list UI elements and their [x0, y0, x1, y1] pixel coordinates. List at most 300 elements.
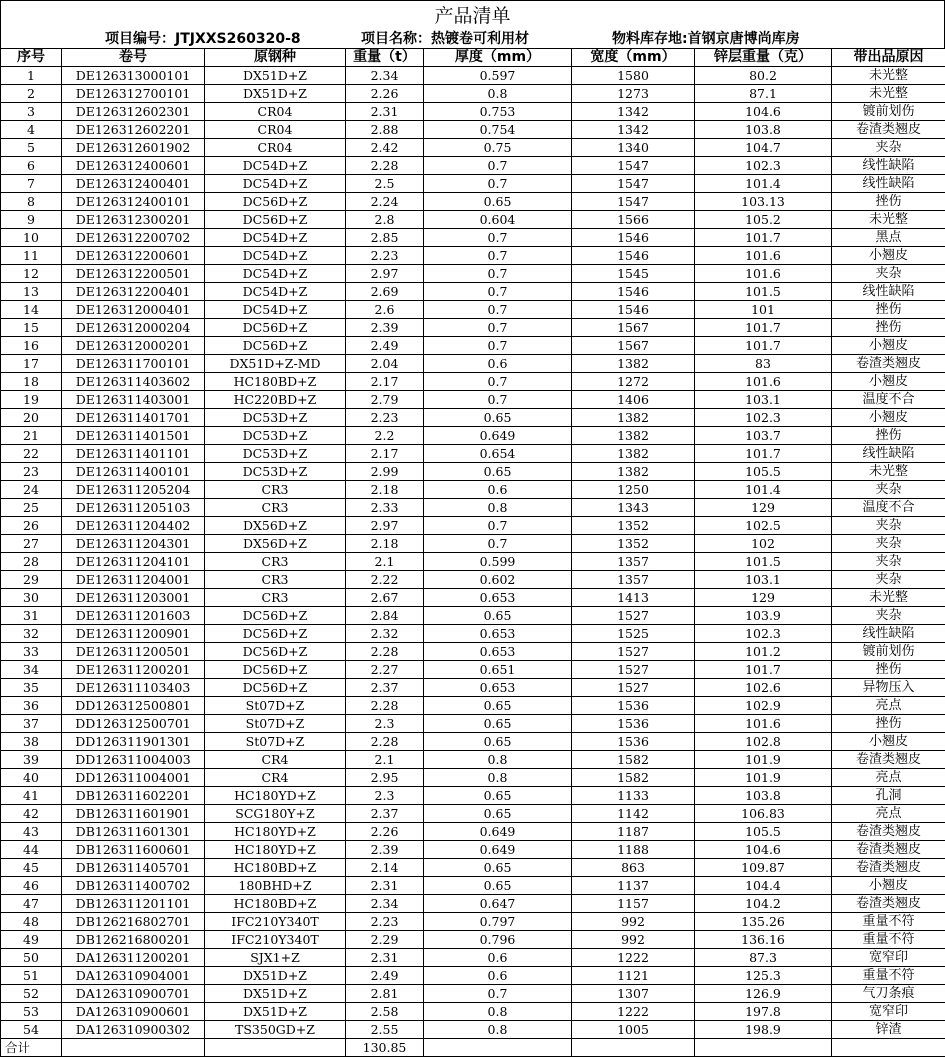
cell-steel-grade[interactable]: DC56D+Z — [205, 661, 346, 679]
cell-width[interactable]: 1342 — [572, 121, 695, 139]
cell-coil-no[interactable]: DE126312300201 — [62, 211, 205, 229]
cell-weight[interactable]: 2.58 — [346, 1003, 424, 1021]
cell-reason[interactable]: 挫伤 — [832, 715, 945, 733]
cell-width[interactable]: 992 — [572, 931, 695, 949]
cell-weight[interactable]: 2.22 — [346, 571, 424, 589]
cell-zinc-weight[interactable]: 101.9 — [695, 769, 832, 787]
cell-steel-grade[interactable]: DC54D+Z — [205, 175, 346, 193]
cell-coil-no[interactable]: DD126311901301 — [62, 733, 205, 751]
cell-steel-grade[interactable]: DC56D+Z — [205, 625, 346, 643]
cell-thickness[interactable]: 0.604 — [424, 211, 572, 229]
cell-steel-grade[interactable]: CR4 — [205, 769, 346, 787]
cell-zinc-weight[interactable]: 83 — [695, 355, 832, 373]
cell-width[interactable]: 1547 — [572, 157, 695, 175]
cell-width[interactable]: 1187 — [572, 823, 695, 841]
cell-weight[interactable]: 2.28 — [346, 697, 424, 715]
cell-reason[interactable]: 夹杂 — [832, 139, 945, 157]
cell-coil-no[interactable]: DA126311200201 — [62, 949, 205, 967]
cell-zinc-weight[interactable]: 87.3 — [695, 949, 832, 967]
cell-reason[interactable]: 孔洞 — [832, 787, 945, 805]
cell-reason[interactable]: 镀前划伤 — [832, 643, 945, 661]
cell-reason[interactable]: 温度不合 — [832, 499, 945, 517]
cell-weight[interactable]: 2.88 — [346, 121, 424, 139]
cell-index[interactable]: 15 — [1, 319, 62, 337]
cell-thickness[interactable]: 0.65 — [424, 409, 572, 427]
cell-steel-grade[interactable]: CR3 — [205, 553, 346, 571]
cell-width[interactable]: 1413 — [572, 589, 695, 607]
cell-width[interactable]: 1352 — [572, 517, 695, 535]
cell-reason[interactable]: 卷渣类翘皮 — [832, 355, 945, 373]
cell-coil-no[interactable]: DE126311403001 — [62, 391, 205, 409]
cell-steel-grade[interactable]: DC53D+Z — [205, 409, 346, 427]
cell-width[interactable]: 1547 — [572, 175, 695, 193]
cell-thickness[interactable]: 0.7 — [424, 337, 572, 355]
cell-thickness[interactable]: 0.796 — [424, 931, 572, 949]
cell-width[interactable]: 1357 — [572, 553, 695, 571]
storage-location[interactable]: 物料库存地:首钢京唐博尚库房 — [612, 30, 800, 48]
cell-thickness[interactable]: 0.6 — [424, 355, 572, 373]
cell-index[interactable]: 1 — [1, 67, 62, 85]
cell-index[interactable]: 36 — [1, 697, 62, 715]
cell-weight[interactable]: 2.67 — [346, 589, 424, 607]
cell-weight[interactable]: 2.24 — [346, 193, 424, 211]
cell-weight[interactable]: 2.97 — [346, 265, 424, 283]
cell-steel-grade[interactable]: HC180YD+Z — [205, 823, 346, 841]
cell-thickness[interactable]: 0.7 — [424, 985, 572, 1003]
cell-width[interactable]: 1342 — [572, 103, 695, 121]
cell-index[interactable]: 37 — [1, 715, 62, 733]
cell-thickness[interactable]: 0.7 — [424, 157, 572, 175]
cell-width[interactable]: 1547 — [572, 193, 695, 211]
cell-zinc-weight[interactable]: 101.6 — [695, 715, 832, 733]
cell-steel-grade[interactable]: DC53D+Z — [205, 463, 346, 481]
cell-index[interactable]: 25 — [1, 499, 62, 517]
cell-weight[interactable]: 2.42 — [346, 139, 424, 157]
cell-weight[interactable]: 2.17 — [346, 445, 424, 463]
cell-coil-no[interactable]: DE126311204001 — [62, 571, 205, 589]
cell-weight[interactable]: 2.28 — [346, 643, 424, 661]
cell-weight[interactable]: 2.49 — [346, 337, 424, 355]
cell-reason[interactable]: 挫伤 — [832, 661, 945, 679]
cell-width[interactable]: 1525 — [572, 625, 695, 643]
cell-width[interactable]: 1546 — [572, 229, 695, 247]
cell-coil-no[interactable]: DB126311602201 — [62, 787, 205, 805]
total-empty-cell[interactable] — [695, 1039, 832, 1057]
cell-thickness[interactable]: 0.797 — [424, 913, 572, 931]
cell-index[interactable]: 31 — [1, 607, 62, 625]
cell-index[interactable]: 35 — [1, 679, 62, 697]
cell-zinc-weight[interactable]: 109.87 — [695, 859, 832, 877]
cell-coil-no[interactable]: DB126311601301 — [62, 823, 205, 841]
cell-zinc-weight[interactable]: 101.2 — [695, 643, 832, 661]
cell-weight[interactable]: 2.5 — [346, 175, 424, 193]
cell-weight[interactable]: 2.69 — [346, 283, 424, 301]
cell-weight[interactable]: 2.17 — [346, 373, 424, 391]
cell-index[interactable]: 22 — [1, 445, 62, 463]
cell-weight[interactable]: 2.55 — [346, 1021, 424, 1039]
cell-index[interactable]: 14 — [1, 301, 62, 319]
cell-thickness[interactable]: 0.8 — [424, 499, 572, 517]
cell-thickness[interactable]: 0.653 — [424, 589, 572, 607]
cell-reason[interactable]: 线性缺陷 — [832, 157, 945, 175]
cell-coil-no[interactable]: DE126311203001 — [62, 589, 205, 607]
cell-steel-grade[interactable]: TS350GD+Z — [205, 1021, 346, 1039]
cell-reason[interactable]: 小翘皮 — [832, 373, 945, 391]
cell-index[interactable]: 38 — [1, 733, 62, 751]
cell-thickness[interactable]: 0.65 — [424, 607, 572, 625]
cell-width[interactable]: 1352 — [572, 535, 695, 553]
cell-reason[interactable]: 亮点 — [832, 805, 945, 823]
cell-zinc-weight[interactable]: 125.3 — [695, 967, 832, 985]
cell-zinc-weight[interactable]: 102.9 — [695, 697, 832, 715]
cell-reason[interactable]: 小翘皮 — [832, 733, 945, 751]
cell-steel-grade[interactable]: CR3 — [205, 571, 346, 589]
cell-thickness[interactable]: 0.602 — [424, 571, 572, 589]
cell-zinc-weight[interactable]: 102.6 — [695, 679, 832, 697]
cell-thickness[interactable]: 0.8 — [424, 85, 572, 103]
cell-width[interactable]: 1137 — [572, 877, 695, 895]
cell-index[interactable]: 4 — [1, 121, 62, 139]
cell-width[interactable]: 1250 — [572, 481, 695, 499]
cell-coil-no[interactable]: DE126312000201 — [62, 337, 205, 355]
cell-reason[interactable]: 线性缺陷 — [832, 625, 945, 643]
cell-zinc-weight[interactable]: 101.9 — [695, 751, 832, 769]
cell-index[interactable]: 44 — [1, 841, 62, 859]
cell-zinc-weight[interactable]: 102.3 — [695, 409, 832, 427]
cell-coil-no[interactable]: DE126311200501 — [62, 643, 205, 661]
cell-thickness[interactable]: 0.7 — [424, 517, 572, 535]
cell-steel-grade[interactable]: DC56D+Z — [205, 319, 346, 337]
cell-steel-grade[interactable]: 180BHD+Z — [205, 877, 346, 895]
total-empty-cell[interactable] — [424, 1039, 572, 1057]
cell-index[interactable]: 13 — [1, 283, 62, 301]
cell-zinc-weight[interactable]: 101.5 — [695, 283, 832, 301]
cell-weight[interactable]: 2.26 — [346, 85, 424, 103]
cell-steel-grade[interactable]: DC56D+Z — [205, 211, 346, 229]
cell-weight[interactable]: 2.37 — [346, 805, 424, 823]
cell-zinc-weight[interactable]: 101.7 — [695, 661, 832, 679]
cell-thickness[interactable]: 0.6 — [424, 949, 572, 967]
cell-steel-grade[interactable]: IFC210Y340T — [205, 931, 346, 949]
cell-weight[interactable]: 2.3 — [346, 715, 424, 733]
cell-steel-grade[interactable]: HC180YD+Z — [205, 787, 346, 805]
cell-reason[interactable]: 未光整 — [832, 211, 945, 229]
cell-width[interactable]: 1580 — [572, 67, 695, 85]
cell-thickness[interactable]: 0.653 — [424, 679, 572, 697]
cell-reason[interactable]: 小翘皮 — [832, 409, 945, 427]
cell-coil-no[interactable]: DE126311401501 — [62, 427, 205, 445]
cell-coil-no[interactable]: DD126311004003 — [62, 751, 205, 769]
cell-index[interactable]: 46 — [1, 877, 62, 895]
cell-thickness[interactable]: 0.653 — [424, 625, 572, 643]
cell-weight[interactable]: 2.2 — [346, 427, 424, 445]
total-empty-cell[interactable] — [572, 1039, 695, 1057]
cell-coil-no[interactable]: DE126311200901 — [62, 625, 205, 643]
cell-index[interactable]: 16 — [1, 337, 62, 355]
cell-steel-grade[interactable]: DX51D+Z — [205, 67, 346, 85]
cell-thickness[interactable]: 0.7 — [424, 175, 572, 193]
cell-weight[interactable]: 2.39 — [346, 319, 424, 337]
cell-coil-no[interactable]: DE126312200401 — [62, 283, 205, 301]
cell-steel-grade[interactable]: DX51D+Z — [205, 985, 346, 1003]
cell-coil-no[interactable]: DE126312200601 — [62, 247, 205, 265]
cell-coil-no[interactable]: DE126312200501 — [62, 265, 205, 283]
cell-coil-no[interactable]: DE126311401701 — [62, 409, 205, 427]
cell-thickness[interactable]: 0.65 — [424, 697, 572, 715]
cell-coil-no[interactable]: DD126312500801 — [62, 697, 205, 715]
cell-index[interactable]: 54 — [1, 1021, 62, 1039]
cell-index[interactable]: 50 — [1, 949, 62, 967]
cell-zinc-weight[interactable]: 198.9 — [695, 1021, 832, 1039]
cell-thickness[interactable]: 0.75 — [424, 139, 572, 157]
cell-index[interactable]: 17 — [1, 355, 62, 373]
cell-zinc-weight[interactable]: 104.6 — [695, 841, 832, 859]
cell-thickness[interactable]: 0.8 — [424, 1003, 572, 1021]
header-cell-zinc-weight[interactable]: 锌层重量（克） — [695, 49, 832, 67]
cell-zinc-weight[interactable]: 104.2 — [695, 895, 832, 913]
cell-zinc-weight[interactable]: 101.4 — [695, 481, 832, 499]
cell-thickness[interactable]: 0.7 — [424, 265, 572, 283]
cell-thickness[interactable]: 0.8 — [424, 1021, 572, 1039]
cell-reason[interactable]: 未光整 — [832, 85, 945, 103]
cell-index[interactable]: 49 — [1, 931, 62, 949]
cell-thickness[interactable]: 0.649 — [424, 823, 572, 841]
cell-coil-no[interactable]: DE126312000401 — [62, 301, 205, 319]
cell-index[interactable]: 24 — [1, 481, 62, 499]
cell-width[interactable]: 1005 — [572, 1021, 695, 1039]
cell-weight[interactable]: 2.34 — [346, 895, 424, 913]
cell-coil-no[interactable]: DE126311103403 — [62, 679, 205, 697]
cell-zinc-weight[interactable]: 136.16 — [695, 931, 832, 949]
cell-index[interactable]: 3 — [1, 103, 62, 121]
cell-index[interactable]: 43 — [1, 823, 62, 841]
cell-reason[interactable]: 黑点 — [832, 229, 945, 247]
cell-steel-grade[interactable]: DX51D+Z — [205, 967, 346, 985]
cell-coil-no[interactable]: DE126311201603 — [62, 607, 205, 625]
cell-zinc-weight[interactable]: 101.7 — [695, 337, 832, 355]
cell-index[interactable]: 53 — [1, 1003, 62, 1021]
cell-width[interactable]: 1527 — [572, 607, 695, 625]
cell-width[interactable]: 1545 — [572, 265, 695, 283]
cell-weight[interactable]: 2.34 — [346, 67, 424, 85]
cell-reason[interactable]: 线性缺陷 — [832, 445, 945, 463]
cell-width[interactable]: 1307 — [572, 985, 695, 1003]
cell-steel-grade[interactable]: DC54D+Z — [205, 229, 346, 247]
cell-coil-no[interactable]: DB126311601901 — [62, 805, 205, 823]
cell-reason[interactable]: 挫伤 — [832, 301, 945, 319]
cell-coil-no[interactable]: DB126311405701 — [62, 859, 205, 877]
cell-width[interactable]: 1273 — [572, 85, 695, 103]
cell-zinc-weight[interactable]: 101.4 — [695, 175, 832, 193]
cell-width[interactable]: 1546 — [572, 301, 695, 319]
cell-weight[interactable]: 2.49 — [346, 967, 424, 985]
cell-reason[interactable]: 卷渣类翘皮 — [832, 751, 945, 769]
cell-width[interactable]: 1382 — [572, 427, 695, 445]
cell-coil-no[interactable]: DB126311400702 — [62, 877, 205, 895]
cell-index[interactable]: 42 — [1, 805, 62, 823]
header-cell-weight[interactable]: 重量（t） — [346, 49, 424, 67]
cell-zinc-weight[interactable]: 101.6 — [695, 373, 832, 391]
cell-width[interactable]: 1157 — [572, 895, 695, 913]
cell-reason[interactable]: 宽窄印 — [832, 1003, 945, 1021]
cell-weight[interactable]: 2.79 — [346, 391, 424, 409]
cell-reason[interactable]: 卷渣类翘皮 — [832, 841, 945, 859]
cell-width[interactable]: 1357 — [572, 571, 695, 589]
cell-zinc-weight[interactable]: 135.26 — [695, 913, 832, 931]
cell-coil-no[interactable]: DE126312602301 — [62, 103, 205, 121]
cell-steel-grade[interactable]: HC180YD+Z — [205, 841, 346, 859]
cell-coil-no[interactable]: DE126311403602 — [62, 373, 205, 391]
cell-coil-no[interactable]: DE126312200702 — [62, 229, 205, 247]
cell-index[interactable]: 2 — [1, 85, 62, 103]
cell-weight[interactable]: 2.31 — [346, 103, 424, 121]
cell-zinc-weight[interactable]: 101.7 — [695, 445, 832, 463]
cell-coil-no[interactable]: DE126312000204 — [62, 319, 205, 337]
cell-width[interactable]: 1536 — [572, 715, 695, 733]
cell-thickness[interactable]: 0.7 — [424, 319, 572, 337]
cell-width[interactable]: 1382 — [572, 445, 695, 463]
cell-width[interactable]: 1582 — [572, 769, 695, 787]
cell-width[interactable]: 1343 — [572, 499, 695, 517]
cell-reason[interactable]: 夹杂 — [832, 265, 945, 283]
cell-thickness[interactable]: 0.651 — [424, 661, 572, 679]
cell-thickness[interactable]: 0.7 — [424, 391, 572, 409]
cell-thickness[interactable]: 0.8 — [424, 751, 572, 769]
cell-index[interactable]: 26 — [1, 517, 62, 535]
cell-thickness[interactable]: 0.8 — [424, 769, 572, 787]
cell-weight[interactable]: 2.31 — [346, 877, 424, 895]
cell-steel-grade[interactable]: DX51D+Z — [205, 1003, 346, 1021]
cell-index[interactable]: 51 — [1, 967, 62, 985]
cell-zinc-weight[interactable]: 101.7 — [695, 319, 832, 337]
cell-zinc-weight[interactable]: 105.5 — [695, 823, 832, 841]
cell-zinc-weight[interactable]: 87.1 — [695, 85, 832, 103]
cell-steel-grade[interactable]: HC180BD+Z — [205, 859, 346, 877]
cell-zinc-weight[interactable]: 103.9 — [695, 607, 832, 625]
cell-thickness[interactable]: 0.653 — [424, 643, 572, 661]
cell-coil-no[interactable]: DE126312400101 — [62, 193, 205, 211]
header-cell-coil-no[interactable]: 卷号 — [62, 49, 205, 67]
cell-reason[interactable]: 卷渣类翘皮 — [832, 859, 945, 877]
cell-weight[interactable]: 2.32 — [346, 625, 424, 643]
cell-weight[interactable]: 2.28 — [346, 733, 424, 751]
cell-reason[interactable]: 亮点 — [832, 769, 945, 787]
cell-zinc-weight[interactable]: 126.9 — [695, 985, 832, 1003]
cell-weight[interactable]: 2.04 — [346, 355, 424, 373]
cell-weight[interactable]: 2.33 — [346, 499, 424, 517]
cell-weight[interactable]: 2.3 — [346, 787, 424, 805]
cell-index[interactable]: 21 — [1, 427, 62, 445]
cell-steel-grade[interactable]: DC54D+Z — [205, 301, 346, 319]
cell-coil-no[interactable]: DE126312400601 — [62, 157, 205, 175]
cell-reason[interactable]: 夹杂 — [832, 535, 945, 553]
total-weight[interactable]: 130.85 — [346, 1039, 424, 1057]
total-label[interactable]: 合计 — [1, 1039, 62, 1057]
cell-reason[interactable]: 夹杂 — [832, 571, 945, 589]
cell-width[interactable]: 1222 — [572, 1003, 695, 1021]
cell-width[interactable]: 1536 — [572, 733, 695, 751]
cell-zinc-weight[interactable]: 103.7 — [695, 427, 832, 445]
cell-coil-no[interactable]: DE126311400101 — [62, 463, 205, 481]
cell-thickness[interactable]: 0.654 — [424, 445, 572, 463]
cell-index[interactable]: 9 — [1, 211, 62, 229]
cell-steel-grade[interactable]: CR4 — [205, 751, 346, 769]
cell-width[interactable]: 1406 — [572, 391, 695, 409]
cell-reason[interactable]: 宽窄印 — [832, 949, 945, 967]
cell-steel-grade[interactable]: DX56D+Z — [205, 517, 346, 535]
cell-coil-no[interactable]: DD126312500701 — [62, 715, 205, 733]
cell-index[interactable]: 34 — [1, 661, 62, 679]
cell-index[interactable]: 27 — [1, 535, 62, 553]
cell-steel-grade[interactable]: CR3 — [205, 589, 346, 607]
cell-width[interactable]: 1382 — [572, 409, 695, 427]
cell-coil-no[interactable]: DE126311204101 — [62, 553, 205, 571]
cell-zinc-weight[interactable]: 102.5 — [695, 517, 832, 535]
cell-coil-no[interactable]: DE126312700101 — [62, 85, 205, 103]
cell-reason[interactable]: 气刀条痕 — [832, 985, 945, 1003]
cell-index[interactable]: 5 — [1, 139, 62, 157]
cell-reason[interactable]: 未光整 — [832, 589, 945, 607]
cell-reason[interactable]: 小翘皮 — [832, 877, 945, 895]
cell-weight[interactable]: 2.97 — [346, 517, 424, 535]
cell-zinc-weight[interactable]: 103.1 — [695, 391, 832, 409]
cell-width[interactable]: 992 — [572, 913, 695, 931]
cell-zinc-weight[interactable]: 197.8 — [695, 1003, 832, 1021]
cell-width[interactable]: 1527 — [572, 643, 695, 661]
total-empty-cell[interactable] — [62, 1039, 205, 1057]
cell-coil-no[interactable]: DE126311205103 — [62, 499, 205, 517]
header-cell-index[interactable]: 序号 — [1, 49, 62, 67]
cell-coil-no[interactable]: DE126313000101 — [62, 67, 205, 85]
cell-width[interactable]: 863 — [572, 859, 695, 877]
cell-coil-no[interactable]: DE126312602201 — [62, 121, 205, 139]
cell-thickness[interactable]: 0.7 — [424, 301, 572, 319]
cell-weight[interactable]: 2.99 — [346, 463, 424, 481]
cell-steel-grade[interactable]: DX51D+Z — [205, 85, 346, 103]
cell-thickness[interactable]: 0.65 — [424, 463, 572, 481]
cell-width[interactable]: 1188 — [572, 841, 695, 859]
cell-weight[interactable]: 2.23 — [346, 409, 424, 427]
cell-zinc-weight[interactable]: 101 — [695, 301, 832, 319]
cell-steel-grade[interactable]: DC56D+Z — [205, 193, 346, 211]
cell-index[interactable]: 19 — [1, 391, 62, 409]
cell-weight[interactable]: 2.27 — [346, 661, 424, 679]
cell-zinc-weight[interactable]: 105.2 — [695, 211, 832, 229]
cell-index[interactable]: 32 — [1, 625, 62, 643]
cell-zinc-weight[interactable]: 104.4 — [695, 877, 832, 895]
cell-thickness[interactable]: 0.597 — [424, 67, 572, 85]
cell-width[interactable]: 1582 — [572, 751, 695, 769]
cell-weight[interactable]: 2.1 — [346, 553, 424, 571]
cell-index[interactable]: 18 — [1, 373, 62, 391]
cell-width[interactable]: 1546 — [572, 247, 695, 265]
header-cell-steel-grade[interactable]: 原钢种 — [205, 49, 346, 67]
cell-steel-grade[interactable]: DC54D+Z — [205, 157, 346, 175]
cell-coil-no[interactable]: DE126312601902 — [62, 139, 205, 157]
cell-weight[interactable]: 2.84 — [346, 607, 424, 625]
cell-index[interactable]: 45 — [1, 859, 62, 877]
cell-width[interactable]: 1567 — [572, 337, 695, 355]
cell-steel-grade[interactable]: St07D+Z — [205, 697, 346, 715]
cell-coil-no[interactable]: DA126310904001 — [62, 967, 205, 985]
cell-steel-grade[interactable]: DC56D+Z — [205, 679, 346, 697]
cell-thickness[interactable]: 0.65 — [424, 859, 572, 877]
cell-zinc-weight[interactable]: 104.6 — [695, 103, 832, 121]
cell-thickness[interactable]: 0.754 — [424, 121, 572, 139]
cell-thickness[interactable]: 0.7 — [424, 373, 572, 391]
project-number[interactable]: 项目编号：JTJXXS260320-8 — [105, 30, 301, 48]
cell-weight[interactable]: 2.8 — [346, 211, 424, 229]
